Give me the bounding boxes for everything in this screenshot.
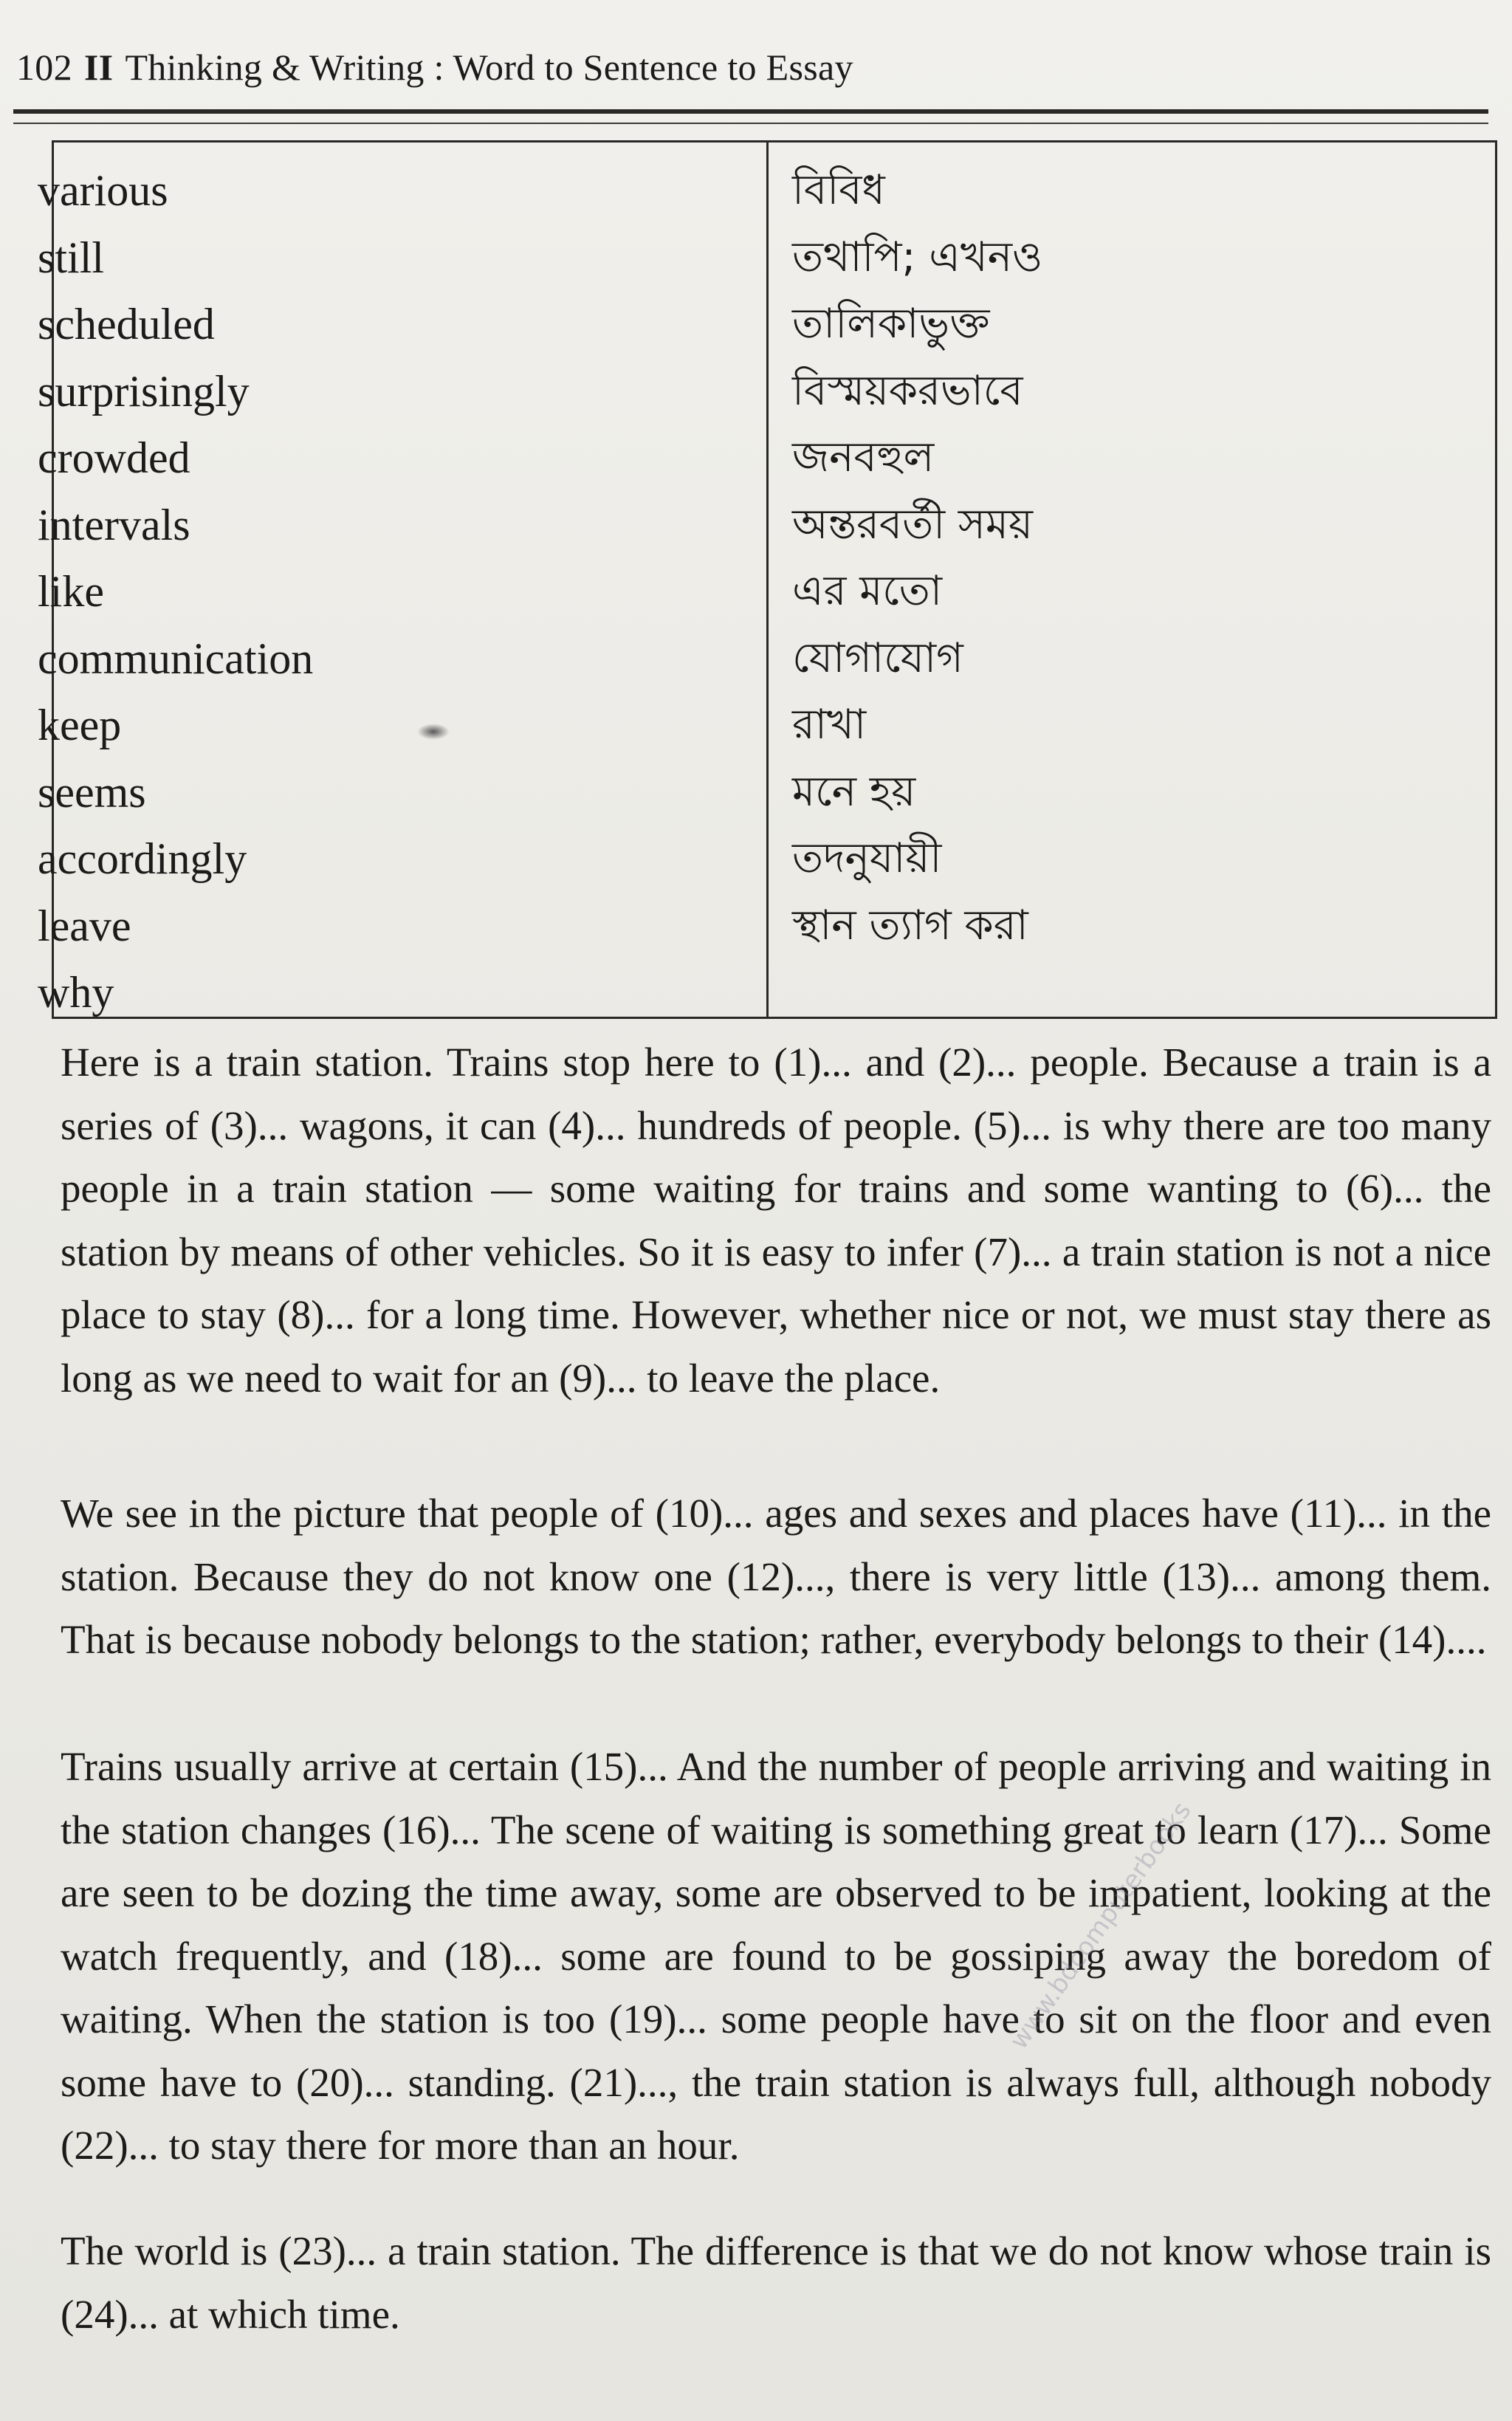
running-header xyxy=(16,46,853,89)
bangla-meaning: বিস্ময়করভাবে xyxy=(792,366,1023,415)
column-divider xyxy=(766,142,769,1017)
bangla-meaning: অন্তরবর্তী সময় xyxy=(792,500,1033,549)
english-word: leave xyxy=(38,901,131,950)
english-word: surprisingly xyxy=(38,366,250,416)
bangla-meaning: রাখা xyxy=(792,701,867,749)
page-number: 102 xyxy=(16,47,72,88)
english-word-column xyxy=(38,157,313,1026)
bangla-meaning: জনবহুল xyxy=(792,433,935,481)
book-title: Thinking & Writing : Word to Sentence to Essay xyxy=(125,47,853,88)
passage-paragraph: We see in the picture that people of (10)... ages and sexes and places have (11)... in the station. Because they do not know one (12)..., there is very little (13)... among them. That is because nobody belongs to the station; rather, everybody belongs to their (14).... xyxy=(61,1491,1491,1662)
english-word: accordingly xyxy=(38,834,247,883)
vocabulary-table xyxy=(38,140,1497,1019)
bangla-meaning xyxy=(792,959,1042,1026)
header-separator: II xyxy=(83,47,114,88)
header-rule-thick xyxy=(13,109,1488,114)
english-word: scheduled xyxy=(38,300,215,348)
ink-smudge xyxy=(417,724,450,740)
bangla-meaning: তালিকাভুক্ত xyxy=(792,300,990,348)
bangla-meaning: এর মতো xyxy=(792,567,943,615)
english-word: keep xyxy=(38,701,122,749)
english-word: seems xyxy=(38,767,146,817)
bangla-meaning: বিবিধ xyxy=(792,166,885,214)
bangla-meaning: যোগাযোগ xyxy=(792,633,963,682)
passage-paragraph: Here is a train station. Trains stop here to (1)... and (2)... people. Because a train is a series of (3)... wagons, it can (4)... hundreds of people. (5)... is why there are too many people in a train station — some waiting for trains and some wanting to (6)... the station by means of other vehicles. So it is easy to infer (7)... a train station is not a nice place to stay (8)... for a long time. However, whether nice or not, we must stay there as long as we need to wait for an (9)... to leave the place. xyxy=(61,1040,1491,1401)
bangla-meaning-column xyxy=(792,157,1042,1026)
passage-paragraph: Trains usually arrive at certain (15)... And the number of people arriving and waiting in the station changes (16)... The scene of waiting is something great to learn (17)... Some are seen to be dozing the time away, some are observed to be impatient, looking at the watch frequently, and (18)... some are found to be gossiping away the boredom of waiting. When the station is too (19)... some people have to sit on the floor and even some have to (20)... standing. (21)..., the train station is always full, although nobody (22)... to stay there for more than an hour. xyxy=(61,1744,1491,2168)
english-word: various xyxy=(38,166,168,215)
english-word: like xyxy=(38,567,104,616)
bangla-meaning: স্থান ত্যাগ করা xyxy=(792,901,1028,949)
english-word: why xyxy=(38,968,114,1017)
english-word: crowded xyxy=(38,433,190,482)
english-word: intervals xyxy=(38,500,190,549)
english-word: still xyxy=(38,233,105,282)
english-word: communication xyxy=(38,633,314,683)
bangla-meaning: তথাপি; এখনও xyxy=(792,233,1043,281)
header-rule-thin xyxy=(13,123,1488,124)
bangla-meaning: মনে হয় xyxy=(792,767,916,816)
bangla-meaning: তদনুযায়ী xyxy=(792,834,942,882)
watermark: www.bdcomputerbooks xyxy=(1004,1796,1197,2055)
passage-paragraph: The world is (23)... a train station. The difference is that we do not know whose train is (24)... at which time. xyxy=(61,2228,1491,2337)
